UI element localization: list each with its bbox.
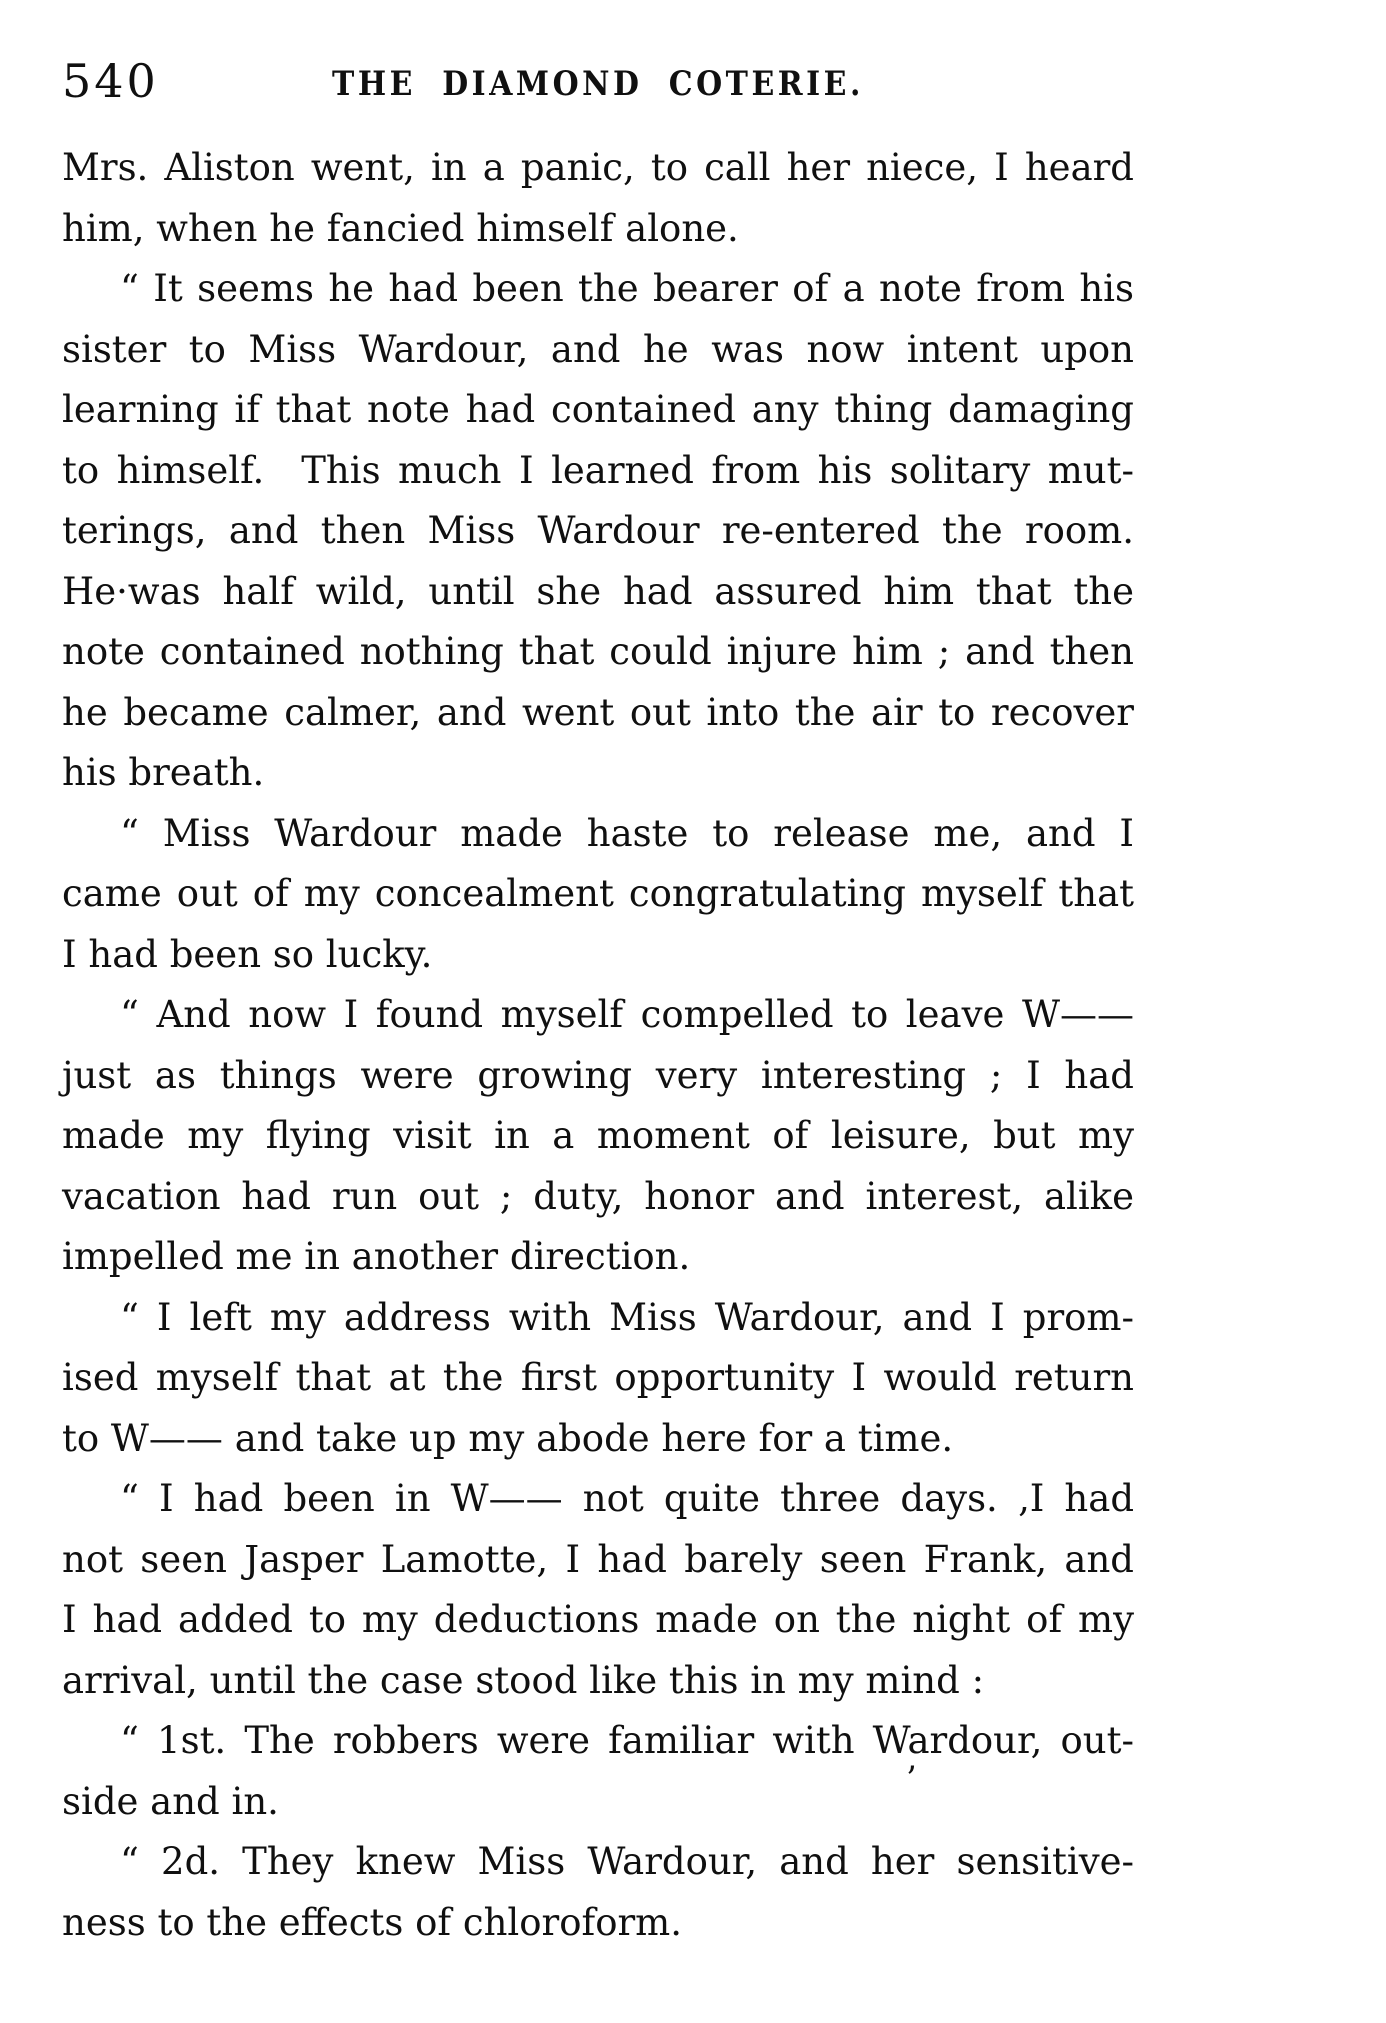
- text-line: learning if that note had contained any thing damaging: [62, 388, 1134, 431]
- text-line: “ It seems he had been the bearer of a note from his: [120, 267, 1134, 310]
- page-header: [62, 56, 1134, 112]
- text-line: to W—— and take up my abode here for a time.: [62, 1416, 954, 1460]
- text-line: terings, and then Miss Wardour re-entered the room.: [62, 509, 1134, 552]
- text-line: I had been so lucky.: [62, 932, 433, 976]
- text-line: “ And now I found myself compelled to leave W——: [120, 993, 1134, 1036]
- running-title: THE DIAMOND COTERIE.: [332, 64, 864, 104]
- paragraph: [62, 1469, 1134, 1711]
- text-line: “ I had been in W—— not quite three days. ‚I had: [120, 1477, 1134, 1520]
- text-block: [62, 138, 1134, 1953]
- text-line: vacation had run out ; duty, honor and interest, alike: [62, 1174, 1134, 1218]
- text-line: not seen Jasper Lamotte, I had barely seen Frank, and: [62, 1537, 1134, 1581]
- stray-mark-tick: ’: [906, 1759, 917, 1799]
- paragraph: [62, 259, 1134, 804]
- paragraph: [62, 985, 1134, 1288]
- text-line: ness to the effects of chloroform.: [62, 1900, 683, 1944]
- text-line: to himself. This much I learned from his solitary mut-: [62, 448, 1134, 492]
- text-line: impelled me in another direction.: [62, 1235, 691, 1278]
- text-line: I had added to my deductions made on the night of my: [62, 1598, 1134, 1641]
- text-line: Mrs. Aliston went, in a panic, to call her niece, I heard: [62, 146, 1134, 189]
- paragraph: [62, 138, 1134, 259]
- text-line: ised myself that at the first opportunity I would return: [62, 1356, 1134, 1399]
- text-line: sister to Miss Wardour, and he was now intent upon: [62, 327, 1134, 371]
- text-line: came out of my concealment congratulating myself that: [62, 872, 1134, 915]
- text-line: “ 2d. They knew Miss Wardour, and her sensitive-: [120, 1840, 1134, 1883]
- paragraph: [62, 1832, 1134, 1953]
- page-number: 540: [62, 54, 159, 108]
- text-line: “ I left my address with Miss Wardour, and I prom-: [120, 1295, 1134, 1339]
- text-line: arrival, until the case stood like this in my mind :: [62, 1658, 985, 1702]
- text-line: just as things were growing very interesting ; I had: [62, 1053, 1134, 1097]
- text-line: he became calmer, and went out into the air to recover: [62, 690, 1134, 734]
- paragraph: [62, 804, 1134, 986]
- text-line: side and in.: [62, 1779, 279, 1823]
- text-line: He·was half wild, until she had assured him that the: [62, 569, 1134, 613]
- paragraph: [62, 1711, 1134, 1832]
- text-line: made my flying visit in a moment of leisure, but my: [62, 1114, 1134, 1157]
- text-line: note contained nothing that could injure him ; and then: [62, 630, 1134, 673]
- paragraph: [62, 1288, 1134, 1470]
- text-line: his breath.: [62, 751, 265, 794]
- text-line: him, when he fancied himself alone.: [62, 206, 739, 250]
- text-line: “ Miss Wardour made haste to release me, and I: [120, 811, 1134, 855]
- text-line: “ 1st. The robbers were familiar with Wardour, out-: [120, 1719, 1134, 1762]
